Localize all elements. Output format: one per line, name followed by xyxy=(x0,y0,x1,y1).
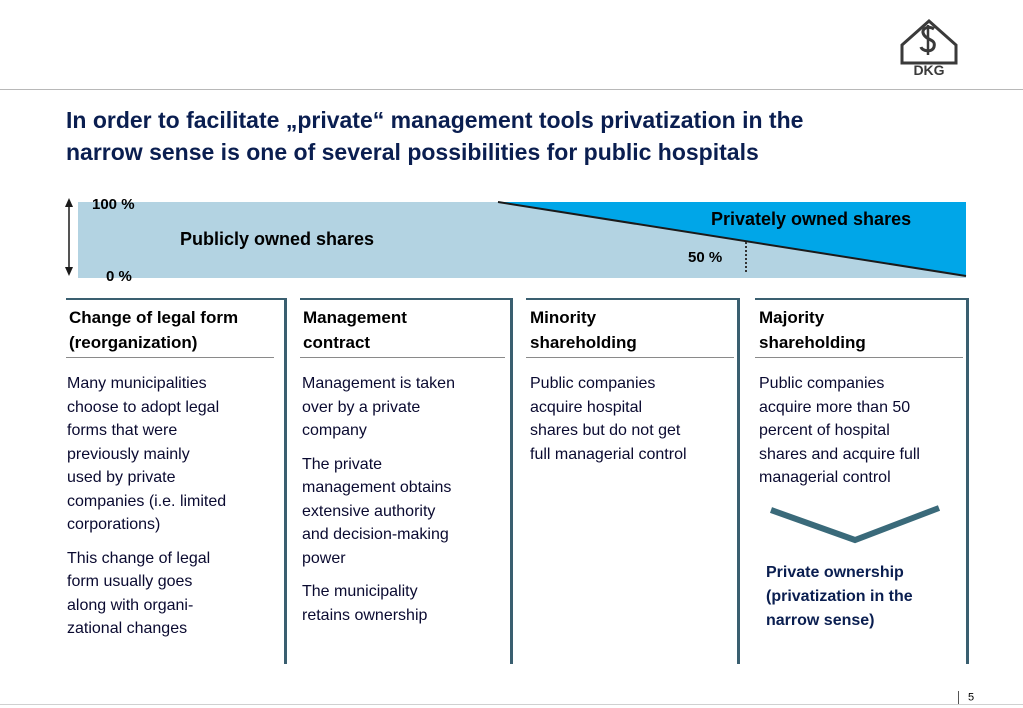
column-paragraph: Public companies acquire hospital shares but do not get full managerial control xyxy=(530,375,687,463)
title-line: narrow sense is one of several possibilities for public hospitals xyxy=(66,139,759,165)
column-paragraph: This change of legal form usually goes along with organi- zational changes xyxy=(67,549,211,637)
column-heading-line: (reorganization) xyxy=(69,333,198,352)
column-divider xyxy=(66,357,274,358)
column-divider xyxy=(300,357,505,358)
dkg-logo-icon xyxy=(898,15,960,77)
label-50-percent: 50 % xyxy=(688,249,723,266)
column-paragraph: Many municipalities choose to adopt legal forms that were previously mainly used by private companies (i.e. limited corporations) xyxy=(67,375,227,533)
column-heading-line: Change of legal form xyxy=(69,308,239,327)
ownership-diagram xyxy=(0,190,1023,285)
column-heading-line: shareholding xyxy=(759,333,866,352)
column-paragraph: The municipality retains ownership xyxy=(302,583,428,624)
column-heading xyxy=(303,305,407,355)
public-shares-label: Publicly owned shares xyxy=(180,229,375,249)
header-divider xyxy=(0,89,1023,90)
column-divider xyxy=(755,357,963,358)
column-heading-line: contract xyxy=(303,333,371,352)
column-paragraph: The private management obtains extensive authority and decision-making power xyxy=(302,455,452,567)
page-title xyxy=(66,104,966,168)
column-heading xyxy=(759,305,866,355)
column-divider xyxy=(526,357,734,358)
column-heading-line: shareholding xyxy=(530,333,637,352)
footer-divider xyxy=(0,704,1023,705)
column-body xyxy=(530,372,687,476)
result-line: (privatization in the xyxy=(766,588,913,605)
column-body xyxy=(759,372,920,500)
column-body xyxy=(302,372,455,637)
column-heading-line: Majority xyxy=(759,308,825,327)
column-heading xyxy=(69,305,238,355)
logo-text: DKG xyxy=(913,62,945,77)
result-line: Private ownership xyxy=(766,564,904,581)
axis-arrow-down-icon xyxy=(65,267,73,276)
page-number xyxy=(958,691,974,704)
column-body xyxy=(67,372,226,651)
result-statement xyxy=(766,561,913,633)
page-number-separator xyxy=(958,691,959,704)
column-heading xyxy=(530,305,637,355)
title-line: In order to facilitate „private“ management tools privatization in the xyxy=(66,107,804,133)
result-line: narrow sense) xyxy=(766,612,875,629)
page-number-value: 5 xyxy=(968,691,975,704)
column-paragraph: Public companies acquire more than 50 percent of hospital shares and acquire full managerial control xyxy=(759,375,920,486)
private-shares-label: Privately owned shares xyxy=(711,209,912,229)
column-heading-line: Minority xyxy=(530,308,597,327)
axis-arrow-up-icon xyxy=(65,198,73,207)
column-heading-line: Management xyxy=(303,308,407,327)
label-100-percent: 100 % xyxy=(92,196,135,213)
column-paragraph: Management is taken over by a private company xyxy=(302,375,455,439)
chevron-down-icon xyxy=(768,502,942,546)
label-0-percent: 0 % xyxy=(106,268,132,285)
